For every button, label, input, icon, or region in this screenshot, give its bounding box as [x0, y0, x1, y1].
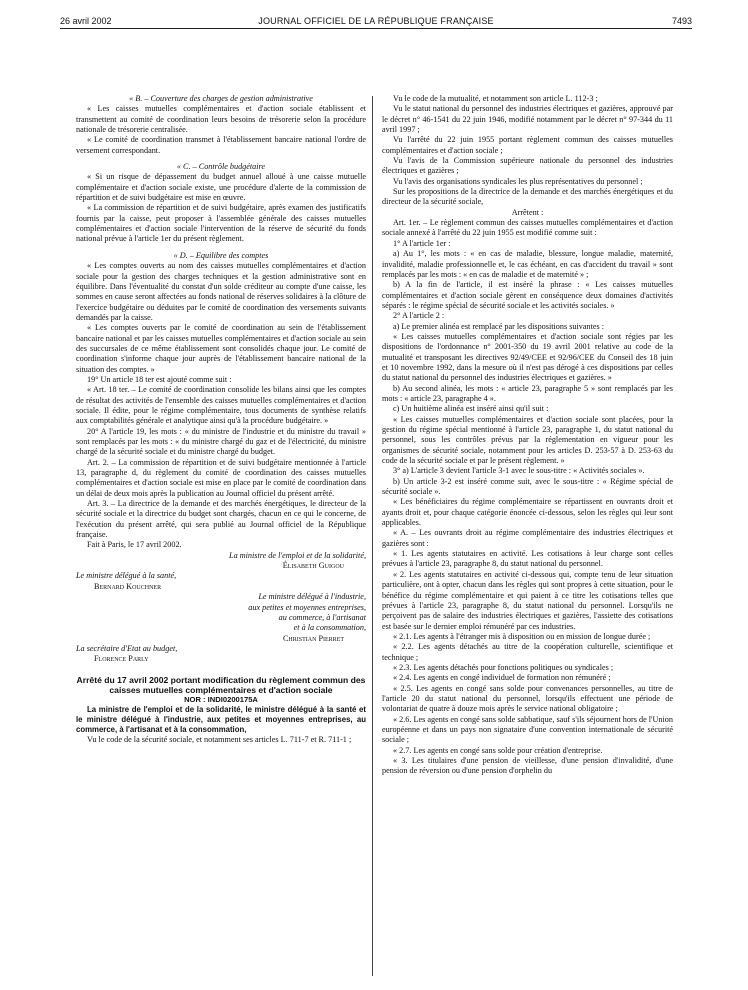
paragraph: « 2.5. Les agents en congé sans solde pour convenances personnelles, au titre de l'article 20 du statut national du personnel, lorsqu'ils effectuent une période de volontariat de quatre à douze mois après le service national obligatoire ;: [382, 683, 673, 714]
decree-intro: La ministre de l'emploi et de la solidarité, le ministre délégué à la santé et le ministre délégué à l'industrie, aux petites et moyennes entreprises, au commerce, à l'artisanat et à la consommation,: [76, 704, 366, 735]
paragraph: Vu le code de la mutualité, et notamment son article L. 112-3 ;: [393, 94, 598, 103]
issue-date: 26 avril 2002: [60, 16, 112, 26]
paragraph: b) A la fin de l'article, il est inséré la phrase : « Les caisses mutuelles complémentaires et d'action sociale gèrent en conséquence deux domaines d'activités séparés : le régime spécial de sécurité sociale et les activités sociales. »: [382, 280, 673, 310]
article-1: Art. 1er. – Le règlement commun des caisses mutuelles complémentaires et d'action sociale annexé à l'arrêté du 22 juin 1955 est modifié comme suit :: [382, 218, 673, 238]
signatory-title: La ministre de l'emploi et de la solidarité,: [229, 550, 366, 560]
paragraph: c) Un huitième alinéa est inséré ainsi qu'il suit :: [393, 404, 549, 414]
paragraph: b) Au second alinéa, les mots : « article 23, paragraphe 5 » sont remplacés par les mots : « article 23, paragraphe 4 ».: [382, 383, 673, 403]
paragraph: 3° a) L'article 3 devient l'article 3-1 avec le sous-titre : « Activités sociales ».: [393, 466, 645, 476]
paragraph: « 2.6. Les agents en congé sans solde sabbatique, sauf s'ils séjournent hors de l'Union européenne et dans un pays non signataire d'une convention internationale de sécurité sociale ;: [382, 714, 673, 745]
paragraph: « Art. 18 ter. – Le comité de coordination consolide les bilans ainsi que les comptes de résultat des activités de l'ensemble des caisses mutuelles complémentaires et d'action sociale. Il édite, pour le régime complémentaire, tous documents de synthèse relatifs aux comptabilités générale et analytique ainsi qu'à la procédure budgétaire. »: [76, 385, 366, 426]
article-3: Art. 3. – La directrice de la demande et des marchés énergétiques, le directeur de la sécurité sociale et la directrice du budget sont chargés, chacun en ce qui le concerne, de l'exécution du présent arrêté, qui sera publié au Journal officiel de la République française.: [76, 499, 366, 540]
paragraph: « 3. Les titulaires d'une pension de vieillesse, d'une pension d'invalidité, d'une pension de réversion ou d'une pension d'orphelin du: [382, 756, 673, 776]
arretent-heading: Arrêtent :: [511, 207, 544, 217]
section-b-title: « B. – Couverture des charges de gestion administrative: [129, 94, 313, 103]
paragraph: a) Au 1°, les mots : « en cas de maladie, blessure, longue maladie, maternité, invalidité, maladie professionnelle et, le cas échéant, en cas d'accident du travail » sont remplacés par les mots : « en cas de maladie et de maternité » ;: [382, 249, 673, 279]
paragraph: a) Le premier alinéa est remplacé par les dispositions suivantes :: [393, 321, 604, 331]
left-column: [76, 94, 366, 746]
decree-title: Arrêté du 17 avril 2002 portant modification du règlement commun des caisses mutuelles complémentaires et d'action sociale: [76, 674, 366, 695]
paragraph: « Si un risque de dépassement du budget annuel alloué à une caisse mutuelle complémentaire et d'action sociale existe, une procédure d'alerte de la commission de répartition et de suivi budgétaire est mise en œuvre.: [76, 172, 366, 203]
signatory-title: et à la consommation,: [293, 623, 366, 633]
paragraph: « Les comptes ouverts par le comité de coordination au sein de l'établissement bancaire national et par les caisses mutuelles complémentaires et d'action sociale au sein des succursales de ce même établissement sont consolidés chaque jour. Le comité de coordination s'informe chaque jour auprès de l'établissement bancaire national de la situation des comptes. »: [76, 323, 366, 374]
paragraph: « Les caisses mutuelles complémentaires et d'action sociale sont régies par les dispositions de l'ordonnance n° 2001-350 du 19 avril 2001 relative au code de la mutualité et transposant les directives 92/49/CEE et 92/96/CEE du Conseil des 18 juin et 10 novembre 1992, dans la mesure où il n'est pas dérogé à ces dispositions par celles du statut national du personnel des industries électriques et gazières. »: [382, 331, 673, 383]
column-divider: [372, 96, 373, 976]
paragraph: Sur les propositions de la directrice de la demande et des marchés énergétiques et du directeur de la sécurité sociale,: [382, 187, 673, 207]
paragraph: « 1. Les agents statutaires en activité. Les cotisations à leur charge sont celles prévues à l'article 23, paragraphe 8, du statut national du personnel.: [382, 549, 673, 569]
paragraph: Vu l'avis de la Commission supérieure nationale du personnel des industries électriques et gazières ;: [382, 156, 673, 176]
signatory-title: La secrétaire d'Etat au budget,: [76, 643, 178, 653]
paragraph: 20° A l'article 19, les mots : « du ministre de l'industrie et du ministre du travail » sont remplacés par les mots : « du ministre chargé du gaz et de l'électricité, du ministre chargé de la sécurité sociale et du ministre chargé du budget.: [76, 426, 366, 457]
signatory-title: Le ministre délégué à la santé,: [76, 571, 177, 581]
signatory-name: Christian Pierret: [282, 633, 344, 643]
section-c-title: « C. – Contrôle budgétaire: [176, 162, 266, 172]
paragraph: « 2.4. Les agents en congé individuel de formation non rémunéré ;: [393, 673, 611, 683]
page-header: [60, 12, 692, 28]
paragraph: « 2.1. Les agents à l'étranger mis à disposition ou en mission de longue durée ;: [393, 631, 651, 641]
signatory-name: Bernard Kouchner: [94, 581, 162, 591]
signatory-title: au commerce, à l'artisanat: [278, 612, 366, 622]
right-column: [382, 94, 673, 777]
paragraph: « 2. Les agents statutaires en activité ci-dessous qui, compte tenu de leur situation particulière, ont à opter, chacun dans les règles qui sont propres à cette situation, pour le bénéfice du régime complémentaire et qui paient à ce titre les cotisations telles que prévues à l'article 23, paragraphe 8, du statut national du personnel. Lorsqu'ils ne perçoivent pas de salaire des industries électriques et gazières, l'assiette des cotisations est basée sur le dernier emploi rémunéré par ces industries.: [382, 569, 673, 631]
nor-reference: NOR : INDI0200175A: [184, 694, 258, 704]
paragraph: « La commission de répartition et de suivi budgétaire, après examen des justificatifs fournis par la caisse, peut proposer à l'assemblée générale des caisses mutuelles complémentaires et d'action sociale l'intervention de la réserve de sécurité du fonds national prévue à l'article 1er du présent règlement.: [76, 203, 366, 244]
paragraph: « 2.2. Les agents détachés au titre de la coopération culturelle, scientifique et technique ;: [382, 642, 673, 662]
journal-title: JOURNAL OFFICIEL DE LA RÉPUBLIQUE FRANÇAISE: [258, 16, 494, 26]
paragraph: « 2.7. Les agents en congé sans solde pour création d'entreprise.: [393, 745, 603, 755]
article-2: Art. 2. – La commission de répartition et de suivi budgétaire mentionnée à l'article 13, paragraphe d, du règlement du comité de coordination des caisses mutuelles complémentaires et d'action sociale est mise en place par le comité de coordination dans un délai de deux mois après la publication au Journal officiel du présent arrêté.: [76, 457, 366, 498]
signatory-name: Élisabeth Guigou: [282, 561, 344, 571]
paragraph: « Les caisses mutuelles complémentaires et d'action sociale établissent et transmettent au comité de coordination leurs besoins de trésorerie selon la procédure nationale de trésorerie centralisée.: [76, 104, 366, 135]
paragraph: « 2.3. Les agents détachés pour fonctions politiques ou syndicales ;: [393, 662, 614, 672]
paragraph: « A. – Les ouvrants droit au régime complémentaire des industries électriques et gazières sont :: [382, 528, 673, 548]
paragraph: « Le comité de coordination transmet à l'établissement bancaire national l'ordre de versement correspondant.: [76, 135, 366, 155]
paragraph: « Les bénéficiaires du régime complémentaire se répartissent en ouvrants droit et ayants droit et, pour chaque catégorie énoncée ci-dessous, selon les règles qui leur sont applicables.: [382, 497, 673, 528]
paragraph: « Les comptes ouverts au nom des caisses mutuelles complémentaires et d'action sociale pour la gestion des charges techniques et la gestion administrative sont en équilibre. Dans l'éventualité du constat d'un solde créditeur au compte d'une caisse, les sommes en cause seront affectées au fonds national de réserves solidaires à la clôture de l'exercice budgétaire ou déduites par le comité de coordination des versements suivants demandés par la caisse.: [76, 261, 366, 322]
paragraph: b) Un article 3-2 est inséré comme suit, avec le sous-titre : « Régime spécial de sécurité sociale ».: [382, 476, 673, 497]
paragraph: 19° Un article 18 ter est ajouté comme suit :: [87, 374, 232, 384]
signatory-title: aux petites et moyennes entreprises,: [248, 602, 366, 612]
paragraph: « Les caisses mutuelles complémentaires et d'action sociale sont placées, pour la gestion du régime spécial mentionné à l'article 23, paragraphe 1, du statut national du personnel, sous les contrôles prévus par la réglementation en vigueur pour les organismes de sécurité sociale, notamment pour les articles D. 253-57 à D. 253-63 du code de la sécurité sociale et par le présent règlement. »: [382, 414, 673, 466]
section-d-title: « D. – Equilibre des comptes: [173, 250, 269, 260]
paragraph: Vu le statut national du personnel des industries électriques et gazières, approuvé par le décret n° 46-1541 du 22 juin 1946, modifié notamment par le décret n° 97-344 du 11 avril 1997 ;: [382, 104, 673, 135]
paragraph: Vu l'avis des organisations syndicales les plus représentatives du personnel ;: [393, 176, 643, 186]
header-rule: [60, 28, 692, 29]
signing-place-date: Fait à Paris, le 17 avril 2002.: [87, 540, 182, 550]
paragraph: 2° A l'article 2 :: [393, 311, 445, 321]
paragraph: 1° A l'article 1er :: [393, 238, 451, 248]
page-number: 7493: [671, 16, 692, 26]
signatory-title: Le ministre délégué à l'industrie,: [258, 592, 366, 602]
paragraph: Vu l'arrêté du 22 juin 1955 portant règlement commun des caisses mutuelles complémentaires et d'action sociale ;: [382, 135, 673, 155]
signatory-name: Florence Parly: [94, 654, 149, 664]
paragraph: Vu le code de la sécurité sociale, et notamment ses articles L. 711-7 et R. 711-1 ;: [87, 735, 352, 745]
